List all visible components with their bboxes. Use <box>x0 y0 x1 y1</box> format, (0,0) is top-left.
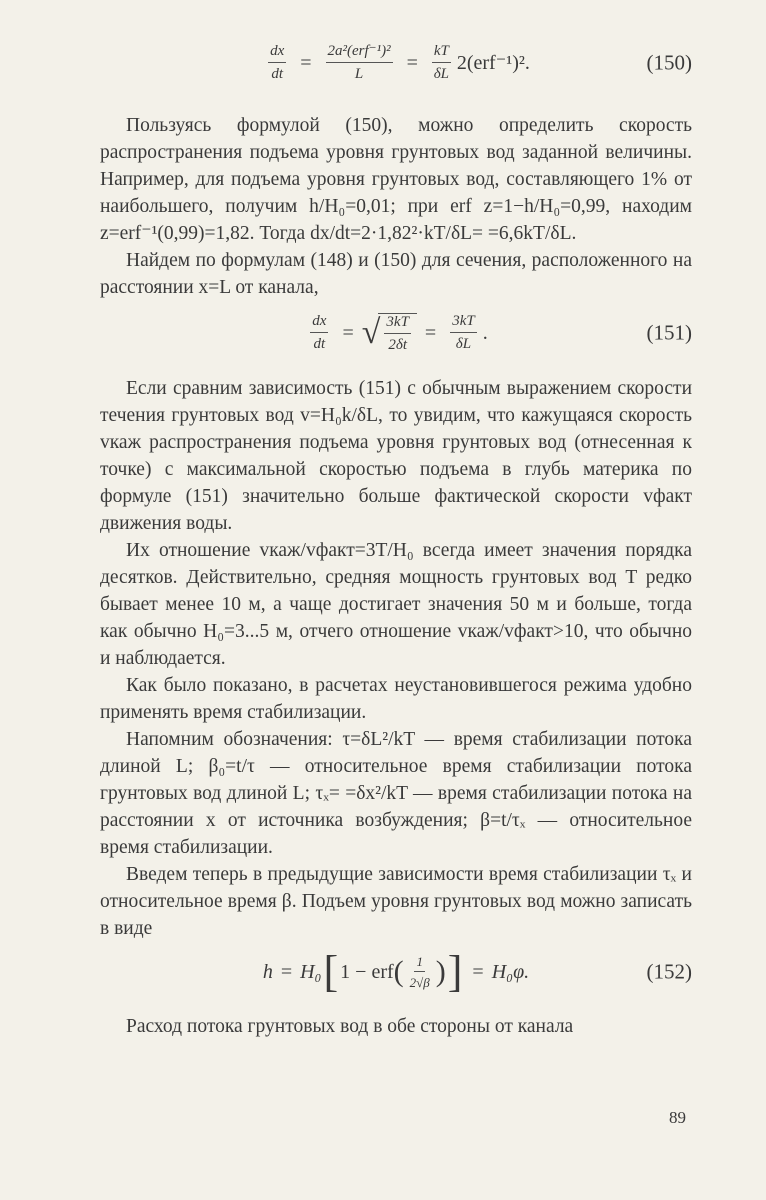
fraction-dx-dt <box>268 44 286 82</box>
right-paren: ) <box>435 954 446 988</box>
variable-h0: H₀ <box>300 960 322 983</box>
equals-sign: = <box>424 322 437 344</box>
sqrt-icon: √ <box>361 313 381 351</box>
paragraph-5: Как было показано, в расчетах неустановившегося режима удобно применять время стабилизации. <box>100 675 692 723</box>
numerator: kT <box>432 44 451 63</box>
equals-sign: = <box>406 52 418 74</box>
equation-tail: . <box>482 322 488 344</box>
paragraph-6: Напомним обозначения: τ=δL²/kT — время стабилизации потока длиной L; β₀=t/τ — относительное время стабилизации потока грунтовых вод длиной L; τₓ= =δx²/kT — время стабилизации потока на расстоянии x от источника возбуждения; β=t/τₓ — относительное время стабилизации. <box>100 729 692 858</box>
equals-sign: = <box>342 322 354 344</box>
equation-150 <box>100 44 692 82</box>
numerator: 1 <box>414 955 425 972</box>
denominator: dt <box>313 336 326 352</box>
equation-152 <box>100 947 692 996</box>
equation-number: (150) <box>646 50 692 75</box>
paragraph-4: Их отношение vкаж/vфакт=3T/H₀ всегда имеет значения порядка десятков. Действительно, средняя мощность грунтовых вод T редко бывает менее 10 м, а чаще достигает значения 50 м и больше, тогда как обычно H₀=3...5 м, отчего отношение vкаж/vфакт>10, что обычно и наблюдается. <box>100 540 692 669</box>
equals-sign: = <box>472 960 484 983</box>
equation-number: (152) <box>646 959 692 984</box>
left-bracket: [ <box>323 947 339 996</box>
fraction-erf <box>326 44 393 82</box>
paragraph-3: Если сравним зависимость (151) с обычным выражением скорости течения грунтовых вод v=H₀k/δL, то увидим, что кажущаяся скорость vкаж распространения подъема уровня грунтовых вод (отнесенная к точке) с максимальной скоростью подъема в глубь материка по формуле (151) значительно больше фактической скорости vфакт движения воды. <box>100 378 692 534</box>
equals-sign: = <box>300 52 312 74</box>
radicand <box>378 313 417 353</box>
page-number: 89 <box>669 1108 686 1127</box>
equation-number: (151) <box>646 320 692 345</box>
fraction-under-root <box>384 315 411 353</box>
numerator: 3kT <box>450 314 477 333</box>
one-minus-erf: 1 − erf <box>340 960 394 983</box>
left-paren: ( <box>393 954 404 988</box>
equation-rhs: H₀φ. <box>491 960 530 983</box>
paragraph-1: Пользуясь формулой (150), можно определить скорость распространения подъема уровня грунтовых вод заданной величины. Например, для подъема уровня грунтовых вод, составляющего 1% от наибольшего, получим h/H₀=0,01; при erf z=1−h/H₀=0,99, находим z=erf⁻¹(0,99)=1,82. Тогда dx/dt=2·1,82²·kT/δL= =6,6kT/δL. <box>100 115 692 244</box>
numerator: 3kT <box>384 315 411 334</box>
denominator: 2δt <box>388 337 407 353</box>
denominator: δL <box>455 336 472 352</box>
equation-tail: 2(erf⁻¹)². <box>456 52 530 74</box>
fraction-erf-arg <box>410 955 430 989</box>
numerator: dx <box>310 314 328 333</box>
denominator: L <box>354 66 364 82</box>
fraction-kt-dl <box>432 44 451 82</box>
denominator: 2√β <box>409 974 430 990</box>
fraction-dx-dt <box>310 314 328 352</box>
denominator: δL <box>433 66 450 82</box>
equation-151 <box>100 313 692 353</box>
numerator: dx <box>268 44 286 63</box>
variable-h: h <box>262 960 273 983</box>
fraction-3kt-dl <box>450 314 477 352</box>
paragraph-8: Расход потока грунтовых вод в обе стороны от канала <box>126 1016 574 1038</box>
denominator: dt <box>271 66 283 82</box>
equals-sign: = <box>280 960 293 983</box>
numerator: 2a²(erf⁻¹)² <box>326 44 393 63</box>
right-bracket: ] <box>447 947 463 996</box>
paragraph-2: Найдем по формулам (148) и (150) для сечения, расположенного на расстоянии x=L от канала, <box>100 250 692 298</box>
paragraph-7: Введем теперь в предыдущие зависимости время стабилизации τₓ и относительное время β. Подъем уровня грунтовых вод можно записать в виде <box>100 864 692 939</box>
